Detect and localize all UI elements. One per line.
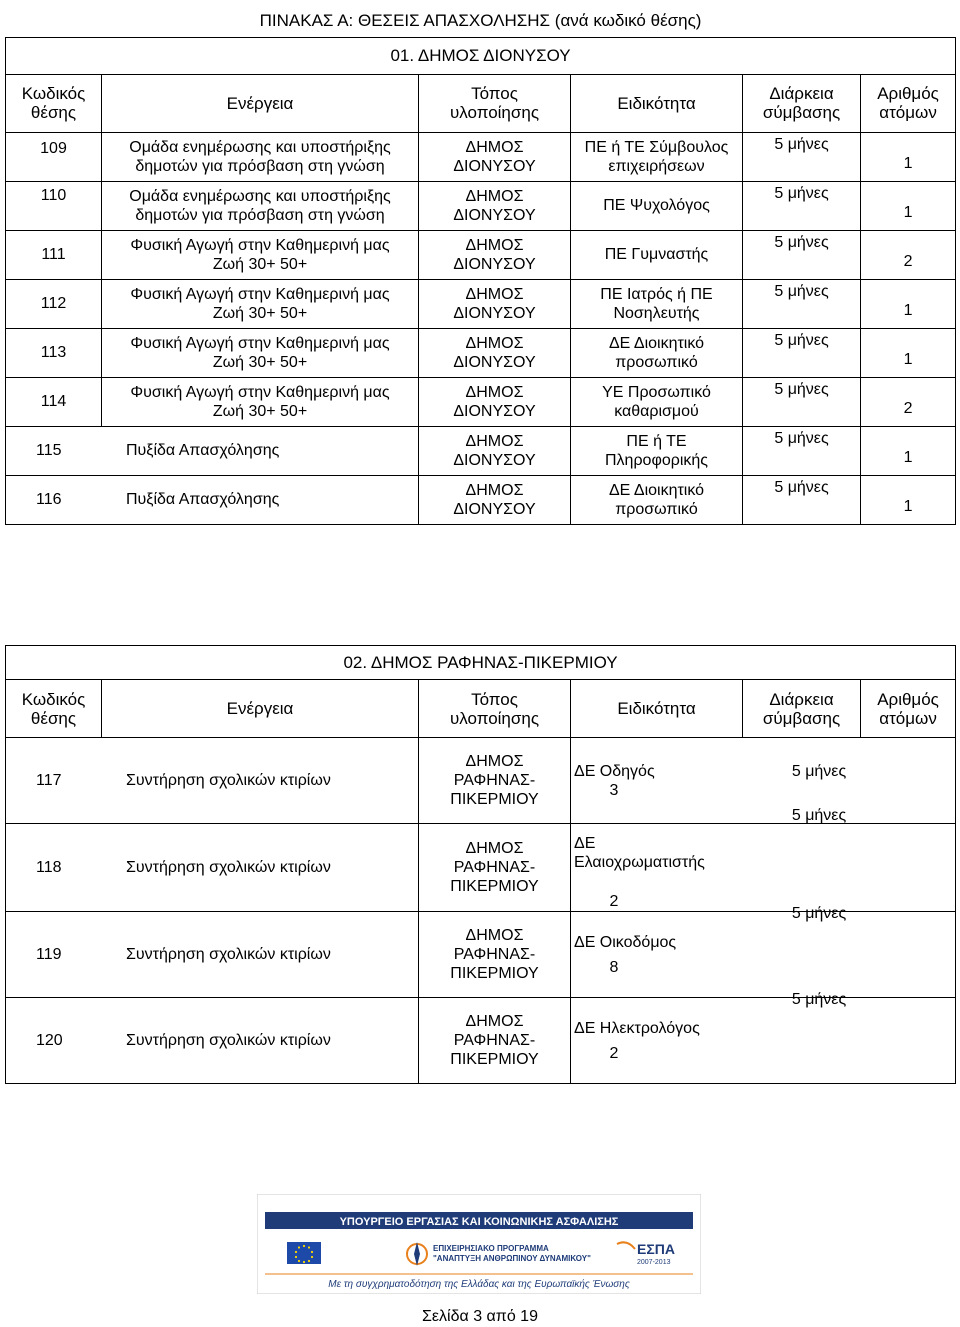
header-row <box>6 680 956 738</box>
funding-banner <box>257 1194 701 1294</box>
page-footer: Σελίδα 3 από 19 <box>422 1308 538 1325</box>
table-row: 114 Φυσική Αγωγή στην Καθημερινή μας Ζωή 30+ 50+ ΔΗΜΟΣ ΔΙΟΝΥΣΟΥ ΥΕ Προσωπικό καθαρισμού 5 μήνες 2 <box>6 377 956 426</box>
section-title: 01. ΔΗΜΟΣ ΔΙΟΝΥΣΟΥ <box>6 37 956 74</box>
header-specialty: Ειδικότητα <box>571 74 743 132</box>
header-place: Τόπος υλοποίησης <box>419 74 571 132</box>
table-row: 116 Πυξίδα Απασχόλησης ΔΗΜΟΣ ΔΙΟΝΥΣΟΥ ΔΕ Διοικητικό προσωπικό 5 μήνες 1 <box>6 475 956 524</box>
ministry-text: ΥΠΟΥΡΓΕΙΟ ΕΡΓΑΣΙΑΣ ΚΑΙ ΚΟΙΝΩΝΙΚΗΣ ΑΣΦΑΛΙΣΗΣ <box>339 1216 619 1228</box>
header-action: Ενέργεια <box>102 74 419 132</box>
table-row: 112 Φυσική Αγωγή στην Καθημερινή μας Ζωή 30+ 50+ ΔΗΜΟΣ ΔΙΟΝΥΣΟΥ ΠΕ Ιατρός ή ΠΕ Νοσηλευτής 5 μήνες 1 <box>6 279 956 328</box>
positions-table-rafina <box>5 645 956 1084</box>
header-count: Αριθμός ατόμων <box>861 680 956 738</box>
header-code: Κωδικός θέσης <box>6 74 102 132</box>
header-place: Τόπος υλοποίησης <box>419 680 571 738</box>
header-row <box>6 74 956 132</box>
header-duration: Διάρκεια σύμβασης <box>743 680 861 738</box>
espa-label: ΕΣΠΑ <box>637 1241 675 1257</box>
header-code: Κωδικός θέσης <box>6 680 102 738</box>
funding-banner-graphic <box>257 1194 701 1294</box>
table-row: 120 Συντήρηση σχολικών κτιρίων ΔΗΜΟΣ ΡΑΦΗΝΑΣ- ΠΙΚΕΡΜΙΟΥ ΔΕ Ηλεκτρολόγος5 μήνες2 <box>6 998 956 1084</box>
main-title: ΠΙΝΑΚΑΣ Α: ΘΕΣΕΙΣ ΑΠΑΣΧΟΛΗΣΗΣ (ανά κωδικό θέσης) <box>6 4 956 37</box>
table-row: 117 Συντήρηση σχολικών κτιρίων ΔΗΜΟΣ ΡΑΦΗΝΑΣ- ΠΙΚΕΡΜΙΟΥ ΔΕ Οδηγός 5 μήνες3 <box>6 738 956 824</box>
table-row: 119 Συντήρηση σχολικών κτιρίων ΔΗΜΟΣ ΡΑΦΗΝΑΣ- ΠΙΚΕΡΜΙΟΥ ΔΕ Οικοδόμος5 μήνες8 <box>6 912 956 998</box>
header-specialty: Ειδικότητα <box>571 680 743 738</box>
positions-table-dionysos <box>5 4 956 525</box>
program-line2: "ΑΝΑΠΤΥΞΗ ΑΝΘΡΩΠΙΝΟΥ ΔΥΝΑΜΙΚΟΥ" <box>433 1254 591 1263</box>
header-count: Αριθμός ατόμων <box>861 74 956 132</box>
table-row: 118 Συντήρηση σχολικών κτιρίων ΔΗΜΟΣ ΡΑΦΗΝΑΣ- ΠΙΚΕΡΜΙΟΥ ΔΕ Ελαιοχρωματιστής5 μήνες2 <box>6 824 956 912</box>
table-row: 111 Φυσική Αγωγή στην Καθημερινή μας Ζωή 30+ 50+ ΔΗΜΟΣ ΔΙΟΝΥΣΟΥ ΠΕ Γυμναστής 5 μήνες 2 <box>6 230 956 279</box>
section-title: 02. ΔΗΜΟΣ ΡΑΦΗΝΑΣ-ΠΙΚΕΡΜΙΟΥ <box>6 646 956 680</box>
header-action: Ενέργεια <box>102 680 419 738</box>
table-row: 109 Ομάδα ενημέρωσης και υποστήριξης δημοτών για πρόσβαση στη γνώση ΔΗΜΟΣ ΔΙΟΝΥΣΟΥ ΠΕ ή ΤΕ Σύμβουλος επιχειρήσεων 5 μήνες 1 <box>6 132 956 181</box>
program-line1: ΕΠΙΧΕΙΡΗΣΙΑΚΟ ΠΡΟΓΡΑΜΜΑ <box>433 1244 549 1253</box>
cofinancing-text: Με τη συγχρηματοδότηση της Ελλάδας και της Ευρωπαϊκής Ένωσης <box>328 1279 630 1290</box>
espa-years: 2007-2013 <box>637 1259 671 1266</box>
table-row: 115 Πυξίδα Απασχόλησης ΔΗΜΟΣ ΔΙΟΝΥΣΟΥ ΠΕ ή ΤΕ Πληροφορικής 5 μήνες 1 <box>6 426 956 475</box>
table-row: 113 Φυσική Αγωγή στην Καθημερινή μας Ζωή 30+ 50+ ΔΗΜΟΣ ΔΙΟΝΥΣΟΥ ΔΕ Διοικητικό προσωπικό 5 μήνες 1 <box>6 328 956 377</box>
table-row: 110 Ομάδα ενημέρωσης και υποστήριξης δημοτών για πρόσβαση στη γνώση ΔΗΜΟΣ ΔΙΟΝΥΣΟΥ ΠΕ Ψυχολόγος 5 μήνες 1 <box>6 181 956 230</box>
header-duration: Διάρκεια σύμβασης <box>743 74 861 132</box>
